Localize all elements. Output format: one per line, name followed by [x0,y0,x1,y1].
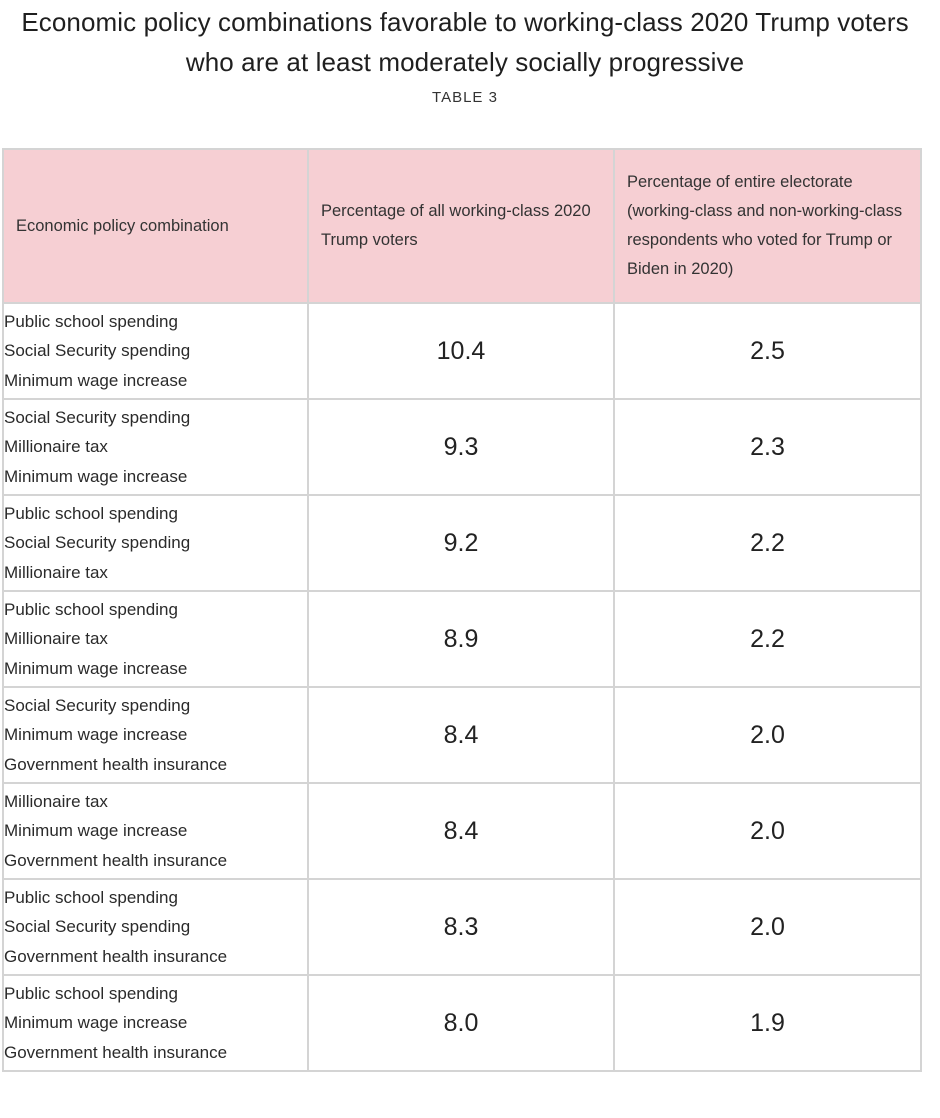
table-row [3,495,921,591]
policy-combination-cell [3,687,308,783]
policy-item: Minimum wage increase [4,1013,188,1033]
column-header-trump-voters-pct [308,149,614,303]
electorate-pct-cell: 2.2 [614,591,921,687]
table-row [3,783,921,879]
table-header [3,149,921,303]
policy-item: Minimum wage increase [4,821,188,841]
policy-combination-cell [3,879,308,975]
policy-item: Social Security spending [4,407,191,427]
trump-voters-pct-cell: 9.3 [308,399,614,495]
policy-combination-cell [3,783,308,879]
electorate-pct-cell: 2.0 [614,879,921,975]
trump-voters-pct-cell: 8.4 [308,783,614,879]
policy-item: Social Security spending [4,341,191,361]
column-header-label: Economic policy combination [16,216,229,235]
policy-item: Public school spending [4,887,178,907]
policy-item: Public school spending [4,503,178,523]
trump-voters-pct-cell: 8.4 [308,687,614,783]
table-row [3,399,921,495]
table-row [3,975,921,1071]
column-header-electorate-pct [614,149,921,303]
policy-item: Government health insurance [4,1042,228,1062]
electorate-pct-cell: 1.9 [614,975,921,1071]
policy-item: Minimum wage increase [4,658,188,678]
trump-voters-pct-cell: 8.9 [308,591,614,687]
policy-item: Millionaire tax [4,791,108,811]
column-header-label: Percentage of entire electorate (working-class and non-working-class respondents who voted for Trump or Biden in 2020) [627,173,903,278]
policy-combination-cell [3,399,308,495]
policy-item: Public school spending [4,983,178,1003]
policy-item: Millionaire tax [4,629,108,649]
policy-item: Social Security spending [4,533,191,553]
trump-voters-pct-cell: 8.0 [308,975,614,1071]
table-body [3,303,921,1071]
policy-item: Minimum wage increase [4,725,188,745]
electorate-pct-cell: 2.2 [614,495,921,591]
electorate-pct-cell: 2.0 [614,783,921,879]
table-label: TABLE 3 [432,89,498,106]
policy-item: Government health insurance [4,754,228,774]
policy-item: Public school spending [4,311,178,331]
electorate-pct-cell: 2.0 [614,687,921,783]
table-row [3,303,921,399]
policy-item: Social Security spending [4,695,191,715]
policy-combination-cell [3,303,308,399]
table-row [3,687,921,783]
table-row [3,879,921,975]
header-row [3,149,921,303]
policy-combinations-table [2,148,922,1072]
policy-item: Minimum wage increase [4,370,188,390]
policy-item: Government health insurance [4,946,228,966]
page-title: Economic policy combinations favorable to working-class 2020 Trump voters who are at least moderately socially progressive [21,7,909,77]
trump-voters-pct-cell: 9.2 [308,495,614,591]
table-row [3,591,921,687]
policy-combination-cell [3,591,308,687]
column-header-label: Percentage of all working-class 2020 Trump voters [321,202,591,249]
policy-combination-cell [3,495,308,591]
column-header-policy-combination [3,149,308,303]
trump-voters-pct-cell: 8.3 [308,879,614,975]
policy-item: Government health insurance [4,850,228,870]
policy-item: Millionaire tax [4,437,108,457]
policy-item: Minimum wage increase [4,466,188,486]
policy-item: Public school spending [4,599,178,619]
electorate-pct-cell: 2.3 [614,399,921,495]
policy-item: Millionaire tax [4,562,108,582]
policy-combination-cell [3,975,308,1071]
policy-item: Social Security spending [4,917,191,937]
electorate-pct-cell: 2.5 [614,303,921,399]
trump-voters-pct-cell: 10.4 [308,303,614,399]
